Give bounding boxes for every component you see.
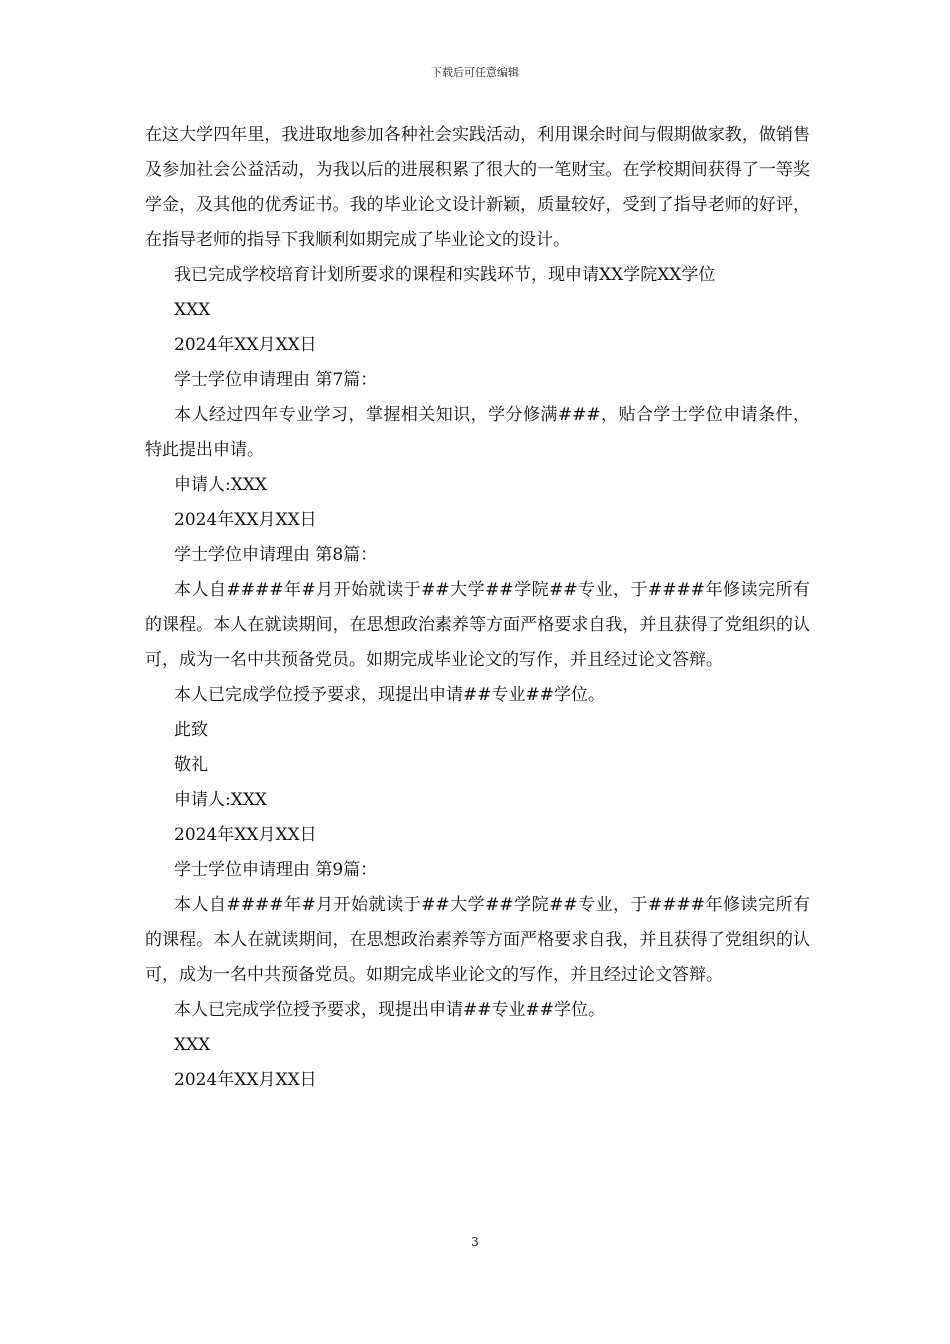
paragraph-degree-request: 我已完成学校培育计划所要求的课程和实践环节，现申请XX学院XX学位: [174, 265, 716, 285]
closing-salutation: 此致: [174, 720, 208, 740]
signature-date: 2024年XX月XX日: [174, 1070, 317, 1090]
signature-date: 2024年XX月XX日: [174, 510, 317, 530]
page-number: 3: [471, 1235, 479, 1249]
closing-regards: 敬礼: [174, 755, 208, 775]
signature-name: XXX: [174, 300, 211, 320]
section-title-8: 学士学位申请理由 第8篇：: [174, 545, 378, 565]
paragraph-section-9-body: 本人自####年#月开始就读于##大学##学院##专业，于####年修读完所有的课程。本人在就读期间，在思想政治素养等方面严格要求自我，并且获得了党组织的认可，成为一名中共预备党员。如期完成毕业论文的写作，并且经过论文答辩。: [145, 895, 810, 985]
signature-name: XXX: [174, 1035, 211, 1055]
paragraph-section-8-body: 本人自####年#月开始就读于##大学##学院##专业，于####年修读完所有的课程。本人在就读期间，在思想政治素养等方面严格要求自我，并且获得了党组织的认可，成为一名中共预备党员。如期完成毕业论文的写作，并且经过论文答辩。: [145, 580, 810, 670]
applicant-name: 申请人:XXX: [174, 475, 268, 495]
signature-date: 2024年XX月XX日: [174, 335, 317, 355]
applicant-name: 申请人:XXX: [174, 790, 268, 810]
paragraph-section-8-request: 本人已完成学位授予要求，现提出申请##专业##学位。: [174, 685, 605, 705]
paragraph-section-7-body: 本人经过四年专业学习，掌握相关知识，学分修满###，贴合学士学位申请条件，特此提出申请。: [145, 405, 810, 460]
section-title-7: 学士学位申请理由 第7篇：: [174, 370, 378, 390]
section-title-9: 学士学位申请理由 第9篇：: [174, 860, 378, 880]
page-header: 下载后可任意编辑: [431, 66, 519, 79]
paragraph-practice-activities: 在这大学四年里，我进取地参加各种社会实践活动，利用课余时间与假期做家教，做销售及参加社会公益活动，为我以后的进展积累了很大的一笔财宝。在学校期间获得了一等奖学金，及其他的优秀证书。我的毕业论文设计新颖，质量较好，受到了指导老师的好评，在指导老师的指导下我顺利如期完成了毕业论文的设计。: [145, 125, 810, 250]
signature-date: 2024年XX月XX日: [174, 825, 317, 845]
document-body: [145, 118, 810, 1098]
paragraph-section-9-request: 本人已完成学位授予要求，现提出申请##专业##学位。: [174, 1000, 605, 1020]
